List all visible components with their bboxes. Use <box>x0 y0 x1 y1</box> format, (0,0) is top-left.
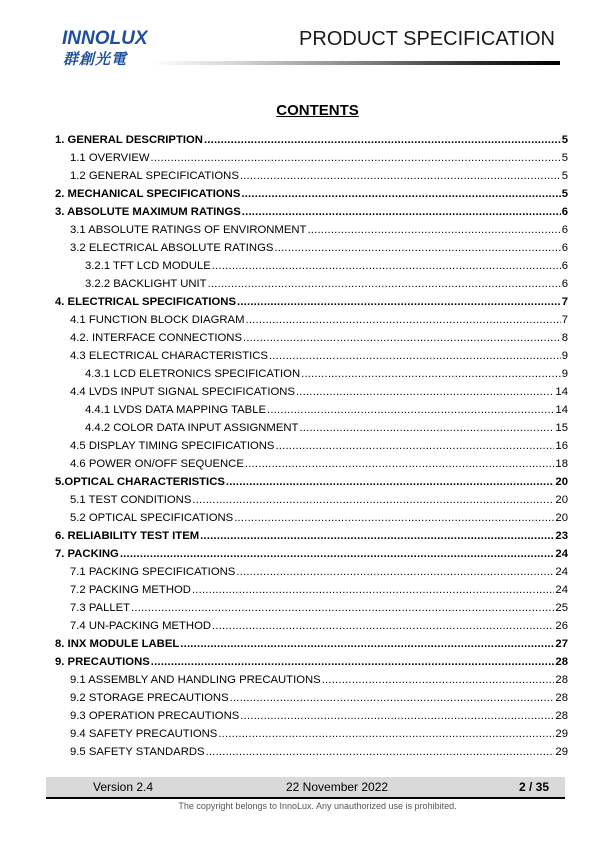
toc-entry-title: 5.OPTICAL CHARACTERISTICS <box>55 476 225 488</box>
toc-dot-leader <box>151 653 555 671</box>
toc-entry-page: 5 <box>561 134 568 146</box>
toc-entry[interactable] <box>55 149 568 167</box>
toc-entry-page: 29 <box>555 728 568 740</box>
toc-entry-page: 14 <box>555 386 568 398</box>
toc-entry[interactable] <box>55 365 568 383</box>
toc-entry-page: 16 <box>555 440 568 452</box>
toc-entry[interactable] <box>55 257 568 275</box>
toc-entry[interactable] <box>55 599 568 617</box>
toc-entry-title: 1. GENERAL DESCRIPTION <box>55 134 203 146</box>
toc-dot-leader <box>151 149 561 167</box>
toc-dot-leader <box>192 581 554 599</box>
toc-entry-page: 26 <box>555 620 568 632</box>
toc-entry-page: 29 <box>555 746 568 758</box>
toc-entry-title: 8. INX MODULE LABEL <box>55 638 180 650</box>
footer-page-number: 2 / 35 <box>518 780 549 794</box>
toc-entry-title: 5.2 OPTICAL SPECIFICATIONS <box>70 512 234 524</box>
toc-entry[interactable] <box>55 725 568 743</box>
toc-entry-page: 9 <box>561 368 568 380</box>
toc-dot-leader <box>275 437 554 455</box>
toc-entry-title: 4.6 POWER ON/OFF SEQUENCE <box>70 458 244 470</box>
toc-entry-page: 20 <box>555 476 568 488</box>
toc-dot-leader <box>212 617 554 635</box>
toc-dot-leader <box>192 491 554 509</box>
toc-entry-title: 5.1 TEST CONDITIONS <box>70 494 192 506</box>
footer-date: 22 November 2022 <box>286 780 389 794</box>
toc-dot-leader <box>180 635 554 653</box>
toc-entry-page: 5 <box>561 152 568 164</box>
toc-entry[interactable] <box>55 419 568 437</box>
toc-dot-leader <box>218 725 554 743</box>
toc-entry-title: 9.1 ASSEMBLY AND HANDLING PRECAUTIONS <box>70 674 321 686</box>
toc-entry-title: 9.2 STORAGE PRECAUTIONS <box>70 692 229 704</box>
header-divider <box>150 61 560 65</box>
toc-entry-title: 3. ABSOLUTE MAXIMUM RATINGS <box>55 206 241 218</box>
copyright-notice: The copyright belongs to InnoLux. Any unauthorized use is prohibited. <box>178 801 457 811</box>
toc-entry-page: 28 <box>555 692 568 704</box>
toc-entry[interactable] <box>55 347 568 365</box>
toc-entry-title: 9.5 SAFETY STANDARDS <box>70 746 205 758</box>
toc-entry-title: 7.3 PALLET <box>70 602 131 614</box>
toc-entry[interactable] <box>55 563 568 581</box>
toc-entry-title: 4.3.1 LCD ELETRONICS SPECIFICATION <box>85 368 301 380</box>
toc-entry-title: 4.4.2 COLOR DATA INPUT ASSIGNMENT <box>85 422 299 434</box>
toc-dot-leader <box>212 257 561 275</box>
toc-entry[interactable] <box>55 491 568 509</box>
toc-dot-leader <box>322 671 555 689</box>
toc-entry-title: 9.3 OPERATION PRECAUTIONS <box>70 710 240 722</box>
toc-dot-leader <box>200 527 554 545</box>
toc-dot-leader <box>230 689 555 707</box>
toc-dot-leader <box>240 167 561 185</box>
toc-entry-page: 27 <box>555 638 568 650</box>
toc-entry[interactable] <box>55 185 568 203</box>
toc-entry[interactable] <box>55 545 568 563</box>
toc-entry[interactable] <box>55 707 568 725</box>
toc-entry-page: 24 <box>555 566 568 578</box>
footer-version: Version 2.4 <box>93 780 154 794</box>
toc-entry-title: 3.2.2 BACKLIGHT UNIT <box>85 278 207 290</box>
toc-dot-leader <box>299 419 554 437</box>
toc-entry-title: 1.1 OVERVIEW <box>70 152 150 164</box>
toc-entry-title: 3.2 ELECTRICAL ABSOLUTE RATINGS <box>70 242 274 254</box>
footer-bar <box>46 777 565 797</box>
toc-entry[interactable] <box>55 311 568 329</box>
toc-dot-leader <box>296 383 554 401</box>
toc-entry-title: 4.3 ELECTRICAL CHARACTERISTICS <box>70 350 268 362</box>
toc-entry-title: 9.4 SAFETY PRECAUTIONS <box>70 728 218 740</box>
toc-entry-page: 7 <box>561 296 568 308</box>
toc-entry[interactable] <box>55 221 568 239</box>
toc-dot-leader <box>234 509 554 527</box>
toc-dot-leader <box>236 563 554 581</box>
toc-entry[interactable] <box>55 329 568 347</box>
toc-dot-leader <box>237 293 561 311</box>
toc-dot-leader <box>208 275 561 293</box>
toc-entry[interactable] <box>55 401 568 419</box>
toc-dot-leader <box>240 707 554 725</box>
document-title: PRODUCT SPECIFICATION <box>299 28 555 50</box>
toc-dot-leader <box>226 473 555 491</box>
toc-entry[interactable] <box>55 293 568 311</box>
toc-entry-page: 23 <box>555 530 568 542</box>
toc-dot-leader <box>204 131 561 149</box>
toc-entry-page: 20 <box>555 494 568 506</box>
toc-dot-leader <box>243 329 561 347</box>
toc-entry-title: 4.4.1 LVDS DATA MAPPING TABLE <box>85 404 267 416</box>
toc-entry[interactable] <box>55 617 568 635</box>
toc-entry-page: 25 <box>555 602 568 614</box>
toc-entry[interactable] <box>55 473 568 491</box>
toc-entry-page: 28 <box>555 656 568 668</box>
toc-entry[interactable] <box>55 383 568 401</box>
toc-dot-leader <box>267 401 554 419</box>
toc-entry-title: 4.2. INTERFACE CONNECTIONS <box>70 332 242 344</box>
toc-entry-title: 4. ELECTRICAL SPECIFICATIONS <box>55 296 236 308</box>
toc-entry-page: 6 <box>561 224 568 236</box>
toc-entry-title: 3.1 ABSOLUTE RATINGS OF ENVIRONMENT <box>70 224 307 236</box>
toc-entry-page: 6 <box>561 278 568 290</box>
logo-english-text: INNOLUX <box>62 28 148 49</box>
toc-entry-page: 28 <box>555 710 568 722</box>
toc-dot-leader <box>274 239 560 257</box>
toc-entry-page: 28 <box>555 674 568 686</box>
toc-entry-page: 5 <box>561 170 568 182</box>
toc-dot-leader <box>206 743 555 761</box>
toc-entry-title: 7.1 PACKING SPECIFICATIONS <box>70 566 236 578</box>
toc-entry-page: 24 <box>555 548 568 560</box>
toc-entry-title: 1.2 GENERAL SPECIFICATIONS <box>70 170 239 182</box>
toc-dot-leader <box>131 599 554 617</box>
toc-entry-title: 7. PACKING <box>55 548 119 560</box>
toc-entry-title: 2. MECHANICAL SPECIFICATIONS <box>55 188 241 200</box>
toc-entry[interactable] <box>55 527 568 545</box>
toc-entry-page: 8 <box>561 332 568 344</box>
toc-entry[interactable] <box>55 581 568 599</box>
toc-entry-title: 4.1 FUNCTION BLOCK DIAGRAM <box>70 314 245 326</box>
toc-entry[interactable] <box>55 167 568 185</box>
toc-entry[interactable] <box>55 635 568 653</box>
table-of-contents <box>55 131 568 761</box>
toc-entry[interactable] <box>55 689 568 707</box>
toc-entry[interactable] <box>55 203 568 221</box>
toc-entry[interactable] <box>55 653 568 671</box>
toc-entry[interactable] <box>55 455 568 473</box>
toc-entry-title: 4.4 LVDS INPUT SIGNAL SPECIFICATIONS <box>70 386 295 398</box>
toc-entry[interactable] <box>55 275 568 293</box>
toc-entry-title: 7.2 PACKING METHOD <box>70 584 191 596</box>
toc-entry-page: 14 <box>555 404 568 416</box>
toc-entry-title: 4.5 DISPLAY TIMING SPECIFICATIONS <box>70 440 275 452</box>
toc-entry-title: 9. PRECAUTIONS <box>55 656 150 668</box>
toc-entry-page: 7 <box>561 314 568 326</box>
toc-entry-page: 20 <box>555 512 568 524</box>
toc-dot-leader <box>241 185 560 203</box>
toc-entry-page: 6 <box>561 260 568 272</box>
toc-entry-page: 24 <box>555 584 568 596</box>
toc-entry-page: 6 <box>561 242 568 254</box>
toc-dot-leader <box>307 221 560 239</box>
toc-entry-page: 5 <box>561 188 568 200</box>
logo-chinese-text: 群創光電 <box>63 50 128 68</box>
toc-dot-leader <box>120 545 555 563</box>
toc-entry-page: 9 <box>561 350 568 362</box>
contents-heading: CONTENTS <box>276 102 359 119</box>
toc-entry[interactable] <box>55 131 568 149</box>
toc-entry-page: 18 <box>555 458 568 470</box>
toc-entry-title: 3.2.1 TFT LCD MODULE <box>85 260 211 272</box>
toc-entry-title: 7.4 UN-PACKING METHOD <box>70 620 212 632</box>
toc-dot-leader <box>301 365 561 383</box>
toc-entry[interactable] <box>55 743 568 761</box>
toc-entry-page: 6 <box>561 206 568 218</box>
toc-entry[interactable] <box>55 239 568 257</box>
toc-dot-leader <box>246 311 561 329</box>
toc-entry-title: 6. RELIABILITY TEST ITEM <box>55 530 200 542</box>
toc-entry-page: 15 <box>555 422 568 434</box>
toc-entry[interactable] <box>55 509 568 527</box>
company-logo <box>62 28 162 78</box>
toc-entry[interactable] <box>55 437 568 455</box>
toc-dot-leader <box>242 203 561 221</box>
toc-dot-leader <box>269 347 561 365</box>
toc-entry[interactable] <box>55 671 568 689</box>
toc-dot-leader <box>245 455 555 473</box>
